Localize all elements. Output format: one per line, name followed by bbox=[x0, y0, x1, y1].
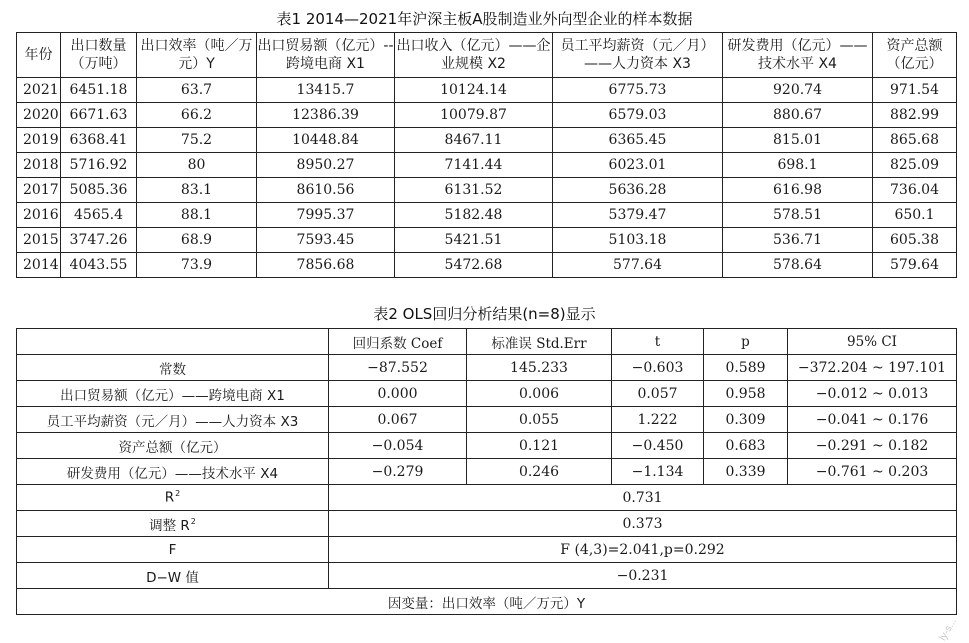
summary-value: −0.231 bbox=[329, 563, 957, 589]
table-row bbox=[17, 433, 957, 459]
summary-row-dw bbox=[17, 563, 957, 589]
cell: 6579.03 bbox=[553, 103, 723, 128]
cell: 0.057 bbox=[612, 381, 704, 407]
summary-label: D−W 值 bbox=[17, 563, 329, 589]
cell: −0.761 ~ 0.203 bbox=[788, 459, 957, 485]
cell-year: 2016 bbox=[17, 203, 61, 228]
cell: 5182.48 bbox=[395, 203, 553, 228]
cell: 882.99 bbox=[873, 103, 957, 128]
cell: 5472.68 bbox=[395, 253, 553, 278]
cell: 7995.37 bbox=[257, 203, 395, 228]
superscript: 2 bbox=[175, 489, 181, 499]
cell: 88.1 bbox=[137, 203, 257, 228]
cell: −0.450 bbox=[612, 433, 704, 459]
cell: 0.683 bbox=[704, 433, 788, 459]
cell: 0.000 bbox=[329, 381, 467, 407]
table-row bbox=[17, 407, 957, 433]
col-header-total-assets: 资产总额（亿元） bbox=[873, 33, 957, 78]
summary-row-adj-r2 bbox=[17, 511, 957, 537]
cell: 5103.18 bbox=[553, 228, 723, 253]
col-header-rd-cost: 研发费用（亿元）——技术水平 X4 bbox=[723, 33, 873, 78]
summary-value: 0.731 bbox=[329, 485, 957, 511]
cell: 3747.26 bbox=[61, 228, 137, 253]
summary-value: F (4,3)=2.041,p=0.292 bbox=[329, 537, 957, 563]
cell: 578.51 bbox=[723, 203, 873, 228]
cell: 6671.63 bbox=[61, 103, 137, 128]
cell: −372.204 ~ 197.101 bbox=[788, 355, 957, 381]
cell-year: 2017 bbox=[17, 178, 61, 203]
cell: −0.012 ~ 0.013 bbox=[788, 381, 957, 407]
cell: −0.279 bbox=[329, 459, 467, 485]
cell: 825.09 bbox=[873, 153, 957, 178]
cell: 10448.84 bbox=[257, 128, 395, 153]
sample-data-table bbox=[16, 32, 957, 278]
cell-year: 2014 bbox=[17, 253, 61, 278]
table2-title: 表2 OLS回归分析结果(n=8)显示 bbox=[373, 305, 596, 323]
cell: −1.134 bbox=[612, 459, 704, 485]
cell: 0.006 bbox=[467, 381, 612, 407]
cell: 75.2 bbox=[137, 128, 257, 153]
table-row bbox=[17, 78, 957, 103]
cell: 63.7 bbox=[137, 78, 257, 103]
cell: 880.67 bbox=[723, 103, 873, 128]
cell: 10079.87 bbox=[395, 103, 553, 128]
cell: 971.54 bbox=[873, 78, 957, 103]
cell: 83.1 bbox=[137, 178, 257, 203]
cell: 10124.14 bbox=[395, 78, 553, 103]
cell: −0.291 ~ 0.182 bbox=[788, 433, 957, 459]
cell-year: 2020 bbox=[17, 103, 61, 128]
summary-row-r2 bbox=[17, 485, 957, 511]
cell: 536.71 bbox=[723, 228, 873, 253]
cell: 80 bbox=[137, 153, 257, 178]
col-header-p: p bbox=[704, 329, 788, 355]
cell: 5085.36 bbox=[61, 178, 137, 203]
cell: 13415.7 bbox=[257, 78, 395, 103]
col-header-export-volume: 出口数量（万吨） bbox=[61, 33, 137, 78]
cell: 698.1 bbox=[723, 153, 873, 178]
table-row bbox=[17, 459, 957, 485]
cell: 6023.01 bbox=[553, 153, 723, 178]
cell: 4043.55 bbox=[61, 253, 137, 278]
cell: 7141.44 bbox=[395, 153, 553, 178]
cell: 0.246 bbox=[467, 459, 612, 485]
footer-row bbox=[17, 589, 957, 615]
cell: 5421.51 bbox=[395, 228, 553, 253]
cell: 865.68 bbox=[873, 128, 957, 153]
row-label: 研发费用（亿元）——技术水平 X4 bbox=[17, 459, 329, 485]
table-row bbox=[17, 355, 957, 381]
cell: 68.9 bbox=[137, 228, 257, 253]
cell-year: 2018 bbox=[17, 153, 61, 178]
table1-title: 表1 2014—2021年沪深主板A股制造业外向型企业的样本数据 bbox=[276, 10, 693, 28]
cell: 578.64 bbox=[723, 253, 873, 278]
table-row bbox=[17, 178, 957, 203]
cell: 8467.11 bbox=[395, 128, 553, 153]
cell: 736.04 bbox=[873, 178, 957, 203]
col-header-blank bbox=[17, 329, 329, 355]
cell: 145.233 bbox=[467, 355, 612, 381]
summary-value: 0.373 bbox=[329, 511, 957, 537]
cell: 650.1 bbox=[873, 203, 957, 228]
col-header-t: t bbox=[612, 329, 704, 355]
cell: 73.9 bbox=[137, 253, 257, 278]
summary-label-text: R bbox=[164, 489, 175, 506]
col-header-avg-salary: 员工平均薪资（元／月）——人力资本 X3 bbox=[553, 33, 723, 78]
summary-label bbox=[17, 485, 329, 511]
cell: 7856.68 bbox=[257, 253, 395, 278]
col-header-ci: 95% CI bbox=[788, 329, 957, 355]
table-row bbox=[17, 381, 957, 407]
cell: 6365.45 bbox=[553, 128, 723, 153]
cell: 7593.45 bbox=[257, 228, 395, 253]
cell-year: 2021 bbox=[17, 78, 61, 103]
cell: 8610.56 bbox=[257, 178, 395, 203]
col-header-export-trade: 出口贸易额（亿元）-- 跨境电商 X1 bbox=[257, 33, 395, 78]
cell: −0.054 bbox=[329, 433, 467, 459]
cell: 920.74 bbox=[723, 78, 873, 103]
cell: 6131.52 bbox=[395, 178, 553, 203]
cell: 12386.39 bbox=[257, 103, 395, 128]
cell: 0.067 bbox=[329, 407, 467, 433]
table-row bbox=[17, 228, 957, 253]
cell: 0.055 bbox=[467, 407, 612, 433]
cell: 577.64 bbox=[553, 253, 723, 278]
row-label: 常数 bbox=[17, 355, 329, 381]
cell: 6775.73 bbox=[553, 78, 723, 103]
cell: −87.552 bbox=[329, 355, 467, 381]
cell: 5379.47 bbox=[553, 203, 723, 228]
summary-label-text: 调整 R bbox=[149, 517, 190, 534]
summary-label bbox=[17, 511, 329, 537]
table-row bbox=[17, 153, 957, 178]
summary-row-f bbox=[17, 537, 957, 563]
cell: 0.339 bbox=[704, 459, 788, 485]
cell: 1.222 bbox=[612, 407, 704, 433]
superscript: 2 bbox=[190, 517, 196, 526]
cell: 5716.92 bbox=[61, 153, 137, 178]
cell: 6368.41 bbox=[61, 128, 137, 153]
col-header-std-err: 标准误 Std.Err bbox=[467, 329, 612, 355]
cell: 66.2 bbox=[137, 103, 257, 128]
cell: 616.98 bbox=[723, 178, 873, 203]
cell-year: 2015 bbox=[17, 228, 61, 253]
col-header-coef: 回归系数 Coef bbox=[329, 329, 467, 355]
summary-label: F bbox=[17, 537, 329, 563]
cell: −0.041 ~ 0.176 bbox=[788, 407, 957, 433]
cell: 0.958 bbox=[704, 381, 788, 407]
row-label: 员工平均薪资（元／月）——人力资本 X3 bbox=[17, 407, 329, 433]
cell: 4565.4 bbox=[61, 203, 137, 228]
cell: 6451.18 bbox=[61, 78, 137, 103]
table2-header-row bbox=[17, 329, 957, 355]
cell: 579.64 bbox=[873, 253, 957, 278]
table-row bbox=[17, 253, 957, 278]
watermark: ly-s... bbox=[937, 616, 959, 643]
col-header-export-income: 出口收入（亿元）——企业规模 X2 bbox=[395, 33, 553, 78]
row-label: 资产总额（亿元） bbox=[17, 433, 329, 459]
table-row bbox=[17, 128, 957, 153]
cell: −0.603 bbox=[612, 355, 704, 381]
row-label: 出口贸易额（亿元）——跨境电商 X1 bbox=[17, 381, 329, 407]
col-header-year: 年份 bbox=[17, 33, 61, 78]
table1-header-row bbox=[17, 33, 957, 78]
cell: 0.589 bbox=[704, 355, 788, 381]
cell: 8950.27 bbox=[257, 153, 395, 178]
cell-year: 2019 bbox=[17, 128, 61, 153]
dependent-variable-note: 因变量：出口效率（吨／万元）Y bbox=[17, 589, 957, 615]
cell: 0.121 bbox=[467, 433, 612, 459]
col-header-export-efficiency: 出口效率（吨／万元）Y bbox=[137, 33, 257, 78]
cell: 605.38 bbox=[873, 228, 957, 253]
cell: 5636.28 bbox=[553, 178, 723, 203]
table-row bbox=[17, 103, 957, 128]
cell: 0.309 bbox=[704, 407, 788, 433]
ols-regression-table bbox=[16, 328, 957, 615]
cell: 815.01 bbox=[723, 128, 873, 153]
table-row bbox=[17, 203, 957, 228]
